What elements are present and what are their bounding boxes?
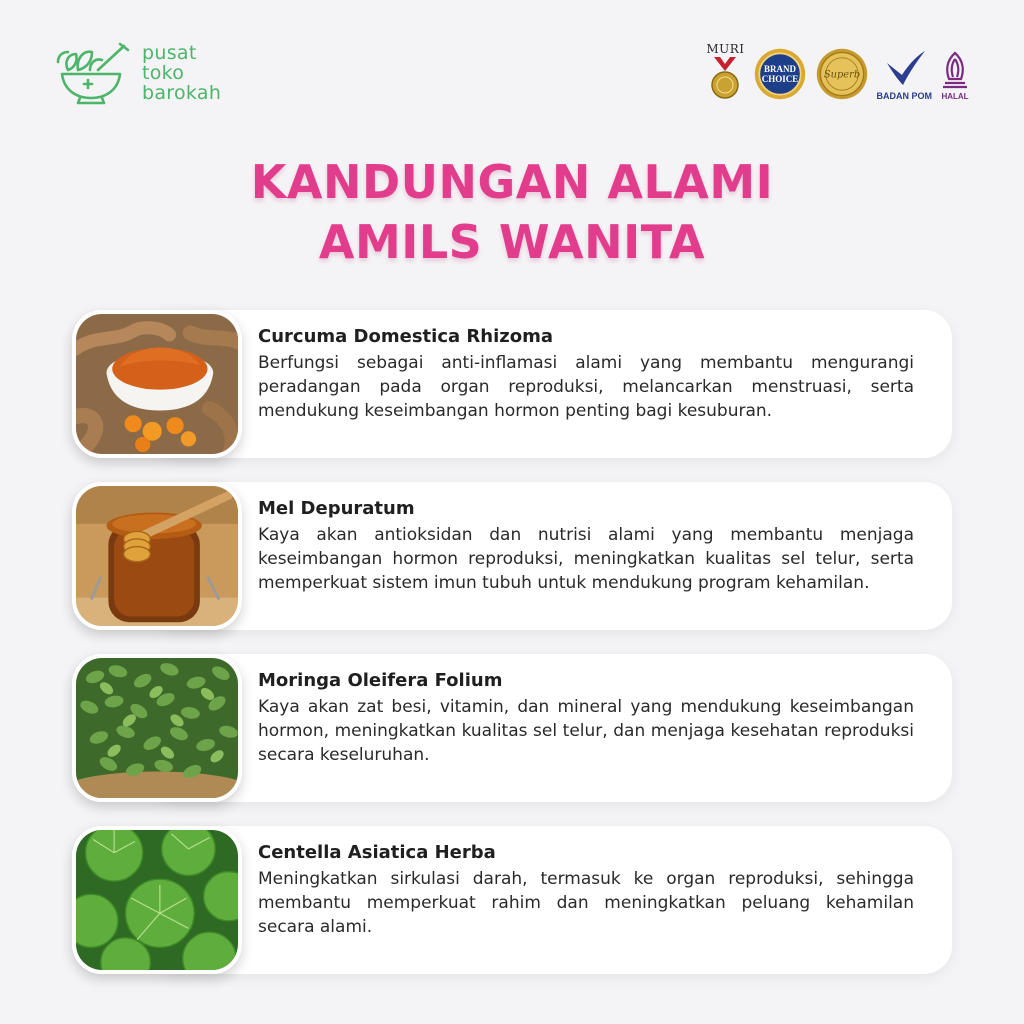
brand-choice-badge [753, 47, 807, 101]
mortar-leaf-icon [54, 40, 132, 106]
ingredient-description: Kaya akan antioksidan dan nutrisi alami yang membantu menjaga keseimbangan hormon reproduksi, meningkatkan kualitas sel telur, serta memperkuat sistem imun tubuh untuk mendukung program kehamilan. [258, 525, 914, 593]
brand-name-line1: pusat [142, 42, 197, 64]
halal-logo-icon [940, 51, 970, 91]
ingredient-card [72, 310, 952, 458]
brand-name-line3: barokah [142, 82, 222, 104]
muri-badge [706, 42, 744, 101]
muri-label: MURI [706, 42, 745, 56]
superbrands-seal-icon [815, 47, 869, 101]
page-title [0, 152, 1024, 272]
honey-photo [72, 482, 242, 630]
moringa-photo [72, 654, 242, 802]
brand-name [142, 43, 221, 103]
brand-choice-seal-icon [753, 47, 807, 101]
card-body [258, 842, 914, 939]
badan-pom-label: BADAN POM [876, 91, 932, 101]
superb-label: Superb [823, 69, 860, 81]
card-body [258, 326, 914, 423]
title-line1: KANDUNGAN ALAMI [250, 155, 774, 209]
badan-pom-logo-icon [881, 49, 927, 89]
halal-badge [940, 51, 970, 101]
title-line2: AMILS WANITA [318, 215, 706, 269]
ingredient-name: Curcuma Domestica Rhizoma [258, 326, 553, 347]
ingredient-card [72, 482, 952, 630]
ingredient-description: Berfungsi sebagai anti-inflamasi alami yang membantu mengurangi peradangan pada organ reproduksi, melancarkan menstruasi, serta mendukung keseimbangan hormon penting bagi kesuburan. [258, 353, 914, 421]
brand-choice-line2: CHOICE [761, 74, 798, 85]
muri-medal-icon [710, 57, 740, 101]
superbrands-badge [815, 47, 869, 101]
brand-choice-line1: BRAND [763, 64, 796, 75]
card-body [258, 498, 914, 595]
ingredient-card [72, 826, 952, 974]
ingredient-card [72, 654, 952, 802]
ingredient-name: Mel Depuratum [258, 498, 415, 519]
centella-photo [72, 826, 242, 974]
ingredient-description: Meningkatkan sirkulasi darah, termasuk ke organ reproduksi, sehingga membantu memperkuat rahim dan meningkatkan peluang kehamilan secara alami. [258, 869, 914, 937]
brand-name-line2: toko [142, 62, 185, 84]
ingredient-name: Moringa Oleifera Folium [258, 670, 503, 691]
ingredient-name: Centella Asiatica Herba [258, 842, 496, 863]
turmeric-photo [72, 310, 242, 458]
ingredient-description: Kaya akan zat besi, vitamin, dan mineral yang mendukung keseimbangan hormon, meningkatkan kualitas sel telur, dan menjaga kesehatan reproduksi secara keseluruhan. [258, 697, 914, 765]
badan-pom-badge [877, 49, 933, 101]
halal-label: HALAL [941, 92, 969, 101]
card-body [258, 670, 914, 767]
certification-badges [706, 42, 970, 101]
brand-logo [54, 40, 221, 106]
